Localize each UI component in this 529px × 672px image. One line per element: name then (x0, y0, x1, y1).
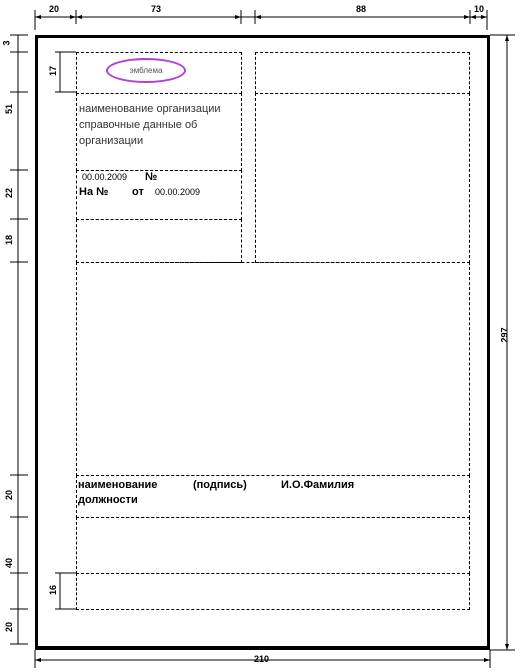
signer-name: И.О.Фамилия (281, 479, 355, 491)
dim-left-16: 16 (48, 584, 59, 596)
dim-top-88: 88 (356, 4, 367, 14)
dim-top-10: 10 (474, 4, 485, 14)
ref-from-label: от (132, 186, 144, 198)
position-title-cont: должности (78, 494, 138, 506)
org-details-cont: организации (79, 135, 144, 147)
dim-left-51: 51 (4, 103, 15, 115)
org-details: справочные данные об (79, 119, 198, 131)
dim-left-18: 18 (4, 234, 15, 246)
ref-date: 00.00.2009 (155, 187, 201, 197)
org-name: наименование организации (79, 103, 221, 115)
emblem-label: эмблема (129, 66, 163, 75)
position-title: наименование (78, 479, 158, 491)
dim-top-20: 20 (49, 4, 60, 14)
note-block (76, 517, 470, 574)
sheet-shadow-right (487, 38, 490, 647)
dim-left-22: 22 (4, 187, 15, 199)
blank-block (76, 219, 242, 263)
body-text-area (76, 262, 470, 476)
emblem-oval (106, 58, 186, 83)
dim-left-20a: 20 (4, 489, 15, 501)
ref-number-label: На № (79, 186, 109, 198)
dim-left-20b: 20 (4, 621, 15, 633)
sheet-shadow-bottom (38, 646, 490, 649)
executor-block (76, 573, 470, 610)
signature-placeholder: (подпись) (193, 479, 247, 491)
dim-bottom-210: 210 (254, 654, 270, 664)
right-top-block (255, 52, 470, 94)
dim-left-17: 17 (48, 65, 59, 77)
dim-top-73: 73 (151, 4, 162, 14)
dim-left-3: 3 (1, 40, 12, 46)
doc-date: 00.00.2009 (82, 172, 128, 182)
doc-number-label: № (145, 171, 158, 183)
addressee-block (255, 93, 470, 263)
dim-right-297: 297 (499, 327, 510, 343)
dim-left-40: 40 (4, 557, 15, 569)
